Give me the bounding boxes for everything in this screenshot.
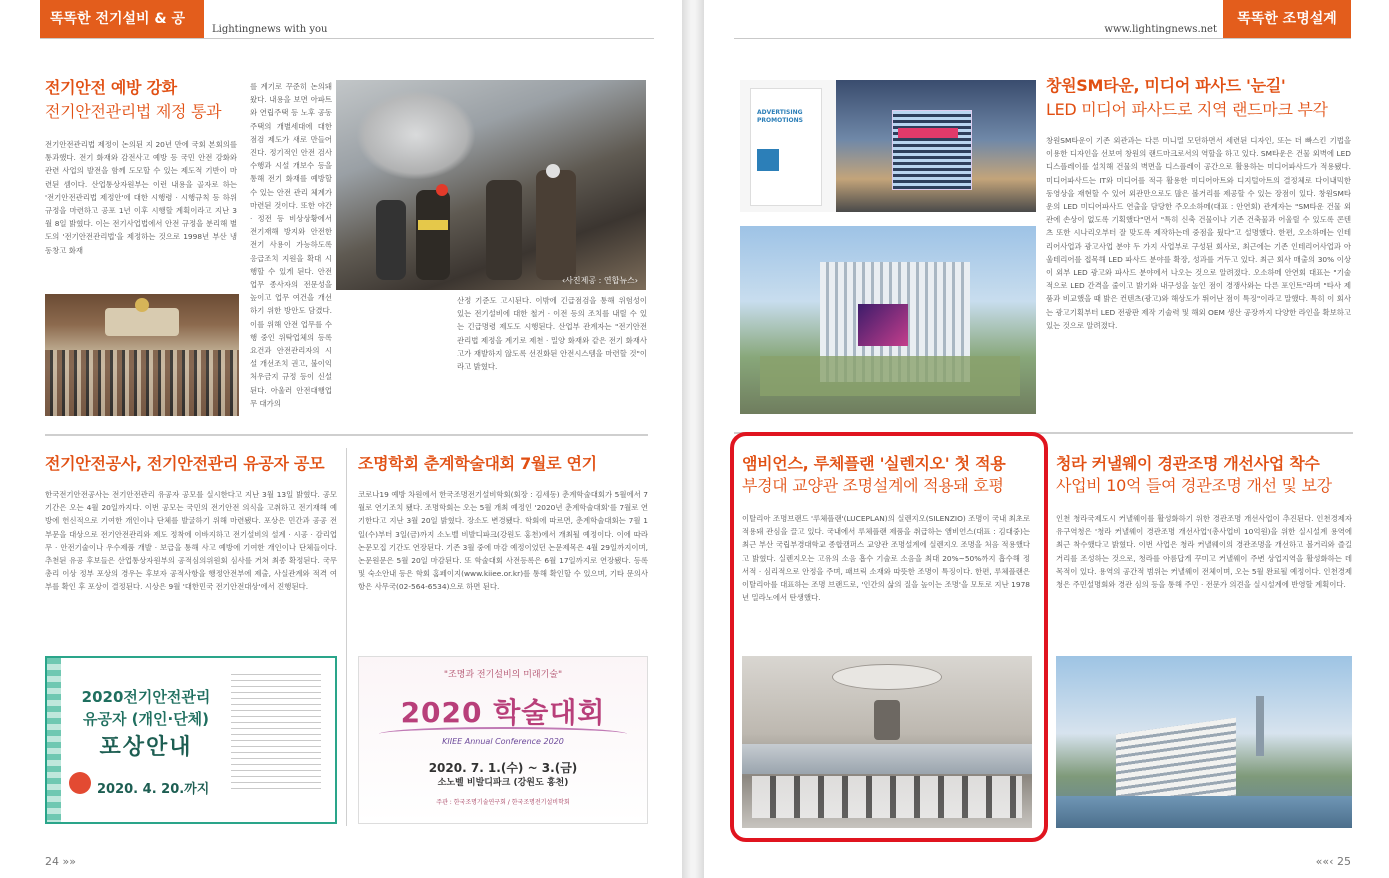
article-body: 를 계기로 꾸준히 논의돼 왔다. 내용을 보면 아파트와 연립주택 등 노후 공동주택의 개별세대에 대한 점검 제도가 새로 만들어진다. 정기적인 안전 검사 수행과 시설 개보수 등을 통해 전기 화재를 예방할 수 있는 안전 관리 체계가 마련된 것이다. 또한 야간 · 정전 등 비상상황에서 전기재해 방지와 안전한 전기 사용이 가능하도록 응급조치 지원을 확대 시행할 수 있게 된다. 안전 업무 종사자의 전문성을 높이고 업무 여건을 개선하기 위한 방안도 담겼다. 이를 위해 안전 업무를 수행 중인 위탁업체의 등록 요건과 안전관리자의 시설 개선조치 권고, 불이익 처우금지 규정 등이 신설된다. 아울러 안전대행업무 대가의 xyxy=(250,82,332,408)
page-number-right: ««‹ 25 xyxy=(1315,855,1351,868)
article-headline: 앰비언스, 루체플랜 '실렌지오' 첫 적용 xyxy=(742,454,1006,473)
poster-venue: 소노벨 비발디파크 (강원도 홍천) xyxy=(437,778,569,788)
article-body: 이탈리아 조명브랜드 '루체플랜'(LUCEPLAN)의 실렌지오(SILENZIO) 조명이 국내 최초로 적용돼 관심을 끌고 있다. 국내에서 루체플랜 제품을 취급하는 앰비언스(대표 : 김대중)는 최근 부산 국립부경대학교 종합캠퍼스 교양관 조명설계에 실렌지오 조명을 처음 적용했다고 밝혔다. 실렌지오는 고유의 소음 흡수 기술로 소음을 최대 20%~50%까지 흡수해 정서적 · 심리적으로 안정을 주며, 패브릭 소재와 따뜻한 조명이 특징이다. 한편, 루체플랜은 이탈리아를 대표하는 조명 브랜드로, '인간의 삶의 질을 높이는 조명'을 모토로 지난 1978년 밀라노에서 탄생했다. xyxy=(742,514,1030,603)
award-poster xyxy=(45,656,337,824)
article-body: 코로나19 예방 차원에서 한국조명전기설비학회(회장 : 김세동) 춘계학술대회가 5월에서 7월로 연기조치 됐다. 조명학회는 오는 5월 개최 예정인 '2020년 춘계학술대회'를 7월로 연기한다고 지난 3월 20일 밝혔다. 장소도 변경됐다. 학회에 따르면, 춘계학술대회는 7월 1일(수)부터 3일(금)까지 소노벨 비발디파크(강원도 홍천)에서 개최될 예정이다. 이에 따라 논문모집 기간도 연장된다. 기존 3월 중에 마감 예정이었던 논문제목은 4월 29일까지이며, 논문원문은 5월 20일 마감된다. 또 학술대회 사전등록은 6월 17일까지로 연장됐다. 등록 및 숙소안내 등은 학회 홈페이지(www.kiiee.or.kr)를 통해 확인할 수 있으며, 기타 문의사항은 사무국(02-564-6534)으로 하면 된다. xyxy=(358,490,648,592)
left-page xyxy=(0,0,682,878)
poster-fineprint xyxy=(231,674,321,794)
conference-poster xyxy=(358,656,648,824)
poster-title: 2020 학술대회 xyxy=(400,696,606,729)
article-subhead: 부경대 교양관 조명설계에 적용돼 호평 xyxy=(742,476,1004,495)
column-divider xyxy=(346,448,347,826)
article-headline: 조명학회 춘계학술대회 7월로 연기 xyxy=(358,454,597,473)
article-body: 인천 청라국제도시 커낼웨이를 활성화하기 위한 경관조명 개선사업이 추진된다. 인천경제자유구역청은 '청라 커낼웨이 경관조명 개선사업'(총사업비 10억원)을 위한 실시설계 용역에 최근 착수했다고 밝혔다. 이번 사업은 청라 커낼웨이의 경관조명을 개선하고 볼거리와 즐길 거리를 조성하는 것으로, 청라를 아름답게 꾸미고 커낼웨이 주변 상업지역을 활성화하는 데 목적이 있다. 용역의 공간적 범위는 커낼웨이 전체이며, 오는 5월 완료될 예정이다. 인천경제청은 주민설명회와 경관 심의 등을 통해 주민 · 전문가 의견을 실시설계에 반영할 계획이다. xyxy=(1056,514,1352,590)
spine-gutter xyxy=(682,0,704,878)
article-body-cont xyxy=(250,290,450,416)
poster-slogan: "조명과 전기설비의 미래기술" xyxy=(443,670,563,680)
article-body: 전기안전관리법 제정이 논의된 지 20년 만에 국회 본회의를 통과했다. 전기 화재와 감전사고 예방 등 국민 안전 강화와 관련 사업의 발전을 함께 도모할 수 있는 제도적 기반이 마련된 셈이다. 산업통상자원부는 이런 내용을 골자로 하는 '전기안전관리법 제정안'에 대한 시행령 · 시행규칙 등 하위규정을 마련하고 공포 1년 이후 시행할 계획이라고 지난 3월 8일 밝혔다. 이는 전기사업법에서 안전 규정을 분리해 별도의 '전기안전관리법'을 제정하는 것으로 1998년 부산 냉동창고 화재 xyxy=(45,140,237,255)
section-divider xyxy=(45,434,648,436)
article-body: 한국전기안전공사는 전기안전관리 유공자 공모를 실시한다고 지난 3월 13일 밝혔다. 공모 기간은 오는 4월 20일까지다. 이번 공모는 국민의 전기안전 의식을 고취하고 전기재해 예방에 헌신적으로 기여한 개인이나 단체를 발굴하기 위해 마련됐다. 포상은 민간과 공공 전 부문을 대상으로 전기안전관리와 제도 정착에 이바지하고 전기설비의 설계 · 시공 · 감리업무 · 안전기술이나 우수제품 개발 · 보급을 통해 사고 예방에 기여한 개인이나 단체들이다. 추천된 유공 후보들은 산업통상자원부의 공적심의위원회 심사를 거쳐 최종 확정된다. 국무총리 이상 정부 포상의 경우는 후보자 공적사항을 행정안전부에 제출, 사실관계와 적격 여부를 확인 후 포상이 결정된다. 시상은 9월 '대한민국 전기안전대상'에서 진행된다. xyxy=(45,490,337,592)
article-headline: 청라 커낼웨이 경관조명 개선사업 착수 xyxy=(1056,454,1320,473)
section-tab-left: 똑똑한 전기설비 & 공사소식 xyxy=(40,0,204,38)
header-url: www.lightingnews.net xyxy=(1104,24,1217,35)
article-headline: 전기안전 예방 강화 xyxy=(45,78,177,97)
article-subhead: LED 미디어 파사드로 지역 랜드마크 부각 xyxy=(1046,100,1328,119)
smtown-building-render xyxy=(740,226,1036,414)
assembly-hall-photo xyxy=(45,294,239,416)
highlight-annotation-box xyxy=(730,432,1048,842)
poster-subtitle: KIIEE Annual Conference 2020 xyxy=(442,737,564,746)
header-rule xyxy=(40,38,654,39)
poster-dates: 2020. 7. 1.(수) ~ 3.(금) xyxy=(428,761,578,775)
article-body: 산정 기준도 고시된다. 이밖에 긴급점검을 통해 위험성이 있는 전기설비에 대한 철거 · 이전 등의 조치를 내릴 수 있는 긴급명령 제도도 시행된다. 산업부 관계자는 "전기안전관리법 제정을 계기로 제천 · 밀양 화재와 같은 전기 화재사고가 재발하지 않도록 선진화된 안전시스템을 마련할 것"이라고 밝혔다. xyxy=(457,296,647,372)
deadline-badge xyxy=(69,772,91,794)
article-headline: 전기안전공사, 전기안전관리 유공자 공모 xyxy=(45,454,325,473)
fire-scene-photo xyxy=(336,80,646,290)
article-subhead: 사업비 10억 들여 경관조명 개선 및 보강 xyxy=(1056,476,1332,495)
building-night-render xyxy=(836,80,1036,212)
page-number-left: 24 »» xyxy=(45,855,76,868)
canalway-render xyxy=(1056,656,1352,828)
brochure-photo xyxy=(740,80,1036,212)
brochure-cover xyxy=(750,88,822,206)
header-rule xyxy=(734,38,1351,39)
header-tagline: Lightingnews with you xyxy=(212,24,328,35)
poster-stripe xyxy=(47,658,61,822)
article-body: 창원SM타운이 기존 외관과는 다른 미니멀 모던하면서 세련된 디자인, 또는 더 빠스킨 기법을 이용한 디자인을 선보여 창원의 랜드마크로서의 역할을 하고 있다. SM타운은 건물 외벽에 LED 디스플레이를 설치해 건물의 벽면을 디스플레이 공간으로 활용하는 미디어파사드가 적용됐다. 미디어파사드는 IT와 미디어를 적극 활용한 미디어아트와 디지털아트의 결정체로 다이내믹한 동영상을 재현할 수 있어 외관만으로도 많은 볼거리를 제공할 수 있는 장점이 있다. 창원SM타운의 LED 미디어파사드 연출을 담당한 주오소하메(대표 : 안연회) 관계자는 "SM타운 건물 외관에 손상이 없도록 기획했다"면서 "특히 신축 건물이나 기존 건축물과 어울릴 수 있도록 콘텐츠 또한 시나리오부터 잘 맞도록 제작하는데 중점을 뒀다"고 설명했다. 한편, 오소하메는 인테리어사업과 광고사업 분야 두 가지 사업부로 구성된 회사로, 최근에는 기존 인테리어사업과 아울테리어를 접목해 LED 파사드 분야를 확장, 성과를 거두고 있다. 최근 회사 매출의 30% 이상이 외부 LED 광고와 파사드 분야에서 나오는 것으로 알려졌다. 오소하메 안연회 대표는 "기술적으로 LED 간격을 줄이고 밝기와 내구성을 높인 점이 경쟁사와는 다른 포인트"라며 "타사 제품과 비교했을 때 밝은 컨텐츠(광고)와 해상도가 뛰어난 점이 특징"이라고 말했다. 특히 이 회사는 광고기획부터 LED 전광판 제작 기술력 및 해외 OEM 생산 공장까지 다양한 라인을 확보하고 있는 것으로 알려졌다. xyxy=(1046,136,1351,330)
article-subhead: 전기안전관리법 제정 통과 xyxy=(45,102,222,121)
poster-host: 주관 : 한국조명기술연구회 / 한국조명전기설비학회 xyxy=(436,799,570,806)
poster-title: 2020전기안전관리 유공자 (개인·단체) xyxy=(81,688,211,728)
poster-deadline: 2020. 4. 20.까지 xyxy=(97,782,210,797)
section-tab-right: 똑똑한 조명설계소식 xyxy=(1223,0,1351,38)
photo-credit: ‹사진제공 : 연합뉴스› xyxy=(561,276,638,285)
poster-subtitle: 포상안내 xyxy=(99,735,193,760)
brochure-title: ADVERTISING PROMOTIONS xyxy=(757,109,803,124)
article-headline: 창원SM타운, 미디어 파사드 '눈길' xyxy=(1046,76,1286,95)
